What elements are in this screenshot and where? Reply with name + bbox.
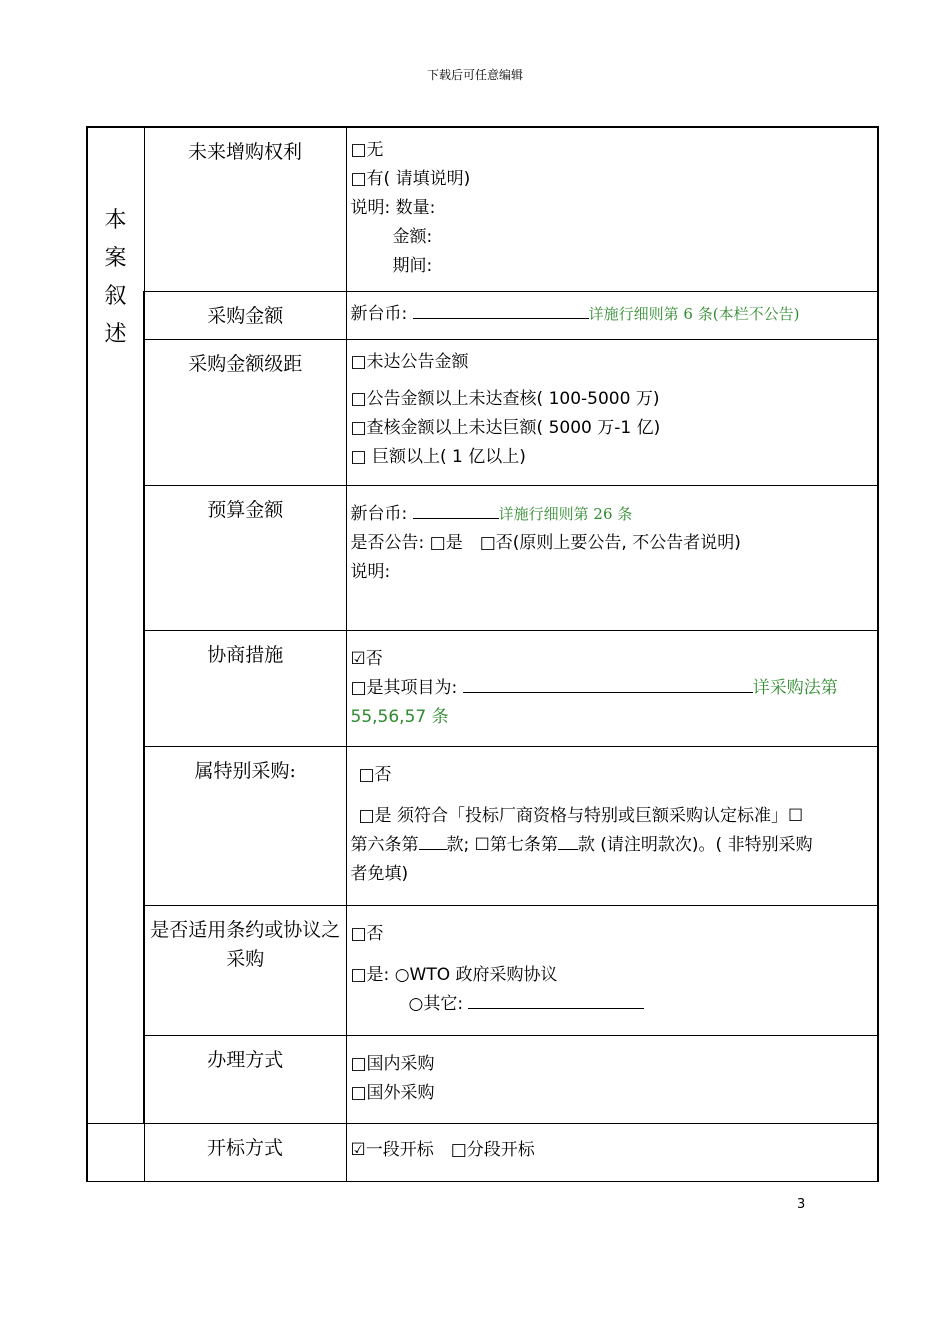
row-treaty (87, 905, 878, 1035)
negotiation-note-articles: 55,56,57 条 (350, 706, 449, 727)
checkbox-none[interactable]: □无 (350, 140, 384, 160)
row-amount-level (87, 339, 878, 485)
negotiation-items-blank[interactable] (463, 676, 753, 693)
content-special-purchase: □否 □是 须符合「投标厂商资格与特别或巨额采购认定标准」☐ 第六条第 款; ☐第七条第 款 (请注明款次)。( 非特别采购 者免填) (346, 746, 878, 905)
label-future-purchase: 未来增购权利 (144, 127, 346, 291)
article6-blank[interactable] (419, 833, 447, 850)
checkbox-special-no[interactable]: □否 (358, 764, 392, 785)
page-header: 下载后可任意编辑 (426, 68, 523, 82)
row-special-purchase (87, 746, 878, 905)
row-purchase-amount (87, 291, 878, 339)
opening-choice[interactable]: ☑一段开标 □分段开标 (350, 1139, 535, 1160)
row-handling (87, 1035, 878, 1123)
label-handling: 办理方式 (144, 1035, 346, 1123)
amount-label: 金额: (392, 227, 433, 247)
announce-choice[interactable]: 是否公告: □是 □否(原则上要公告, 不公告者说明) (350, 532, 741, 553)
side-cell-empty (87, 1123, 144, 1181)
negotiation-note: 详采购法第 (752, 677, 838, 698)
label-negotiation: 协商措施 (144, 630, 346, 746)
treaty-other-blank[interactable] (468, 992, 644, 1009)
label-opening: 开标方式 (144, 1123, 346, 1181)
amount-blank[interactable] (413, 302, 589, 319)
content-amount-level (346, 339, 878, 485)
checkbox-yes[interactable]: □有( 请填说明) (350, 169, 471, 189)
checkbox-negotiation-yes[interactable]: □是其项目为: (350, 677, 458, 698)
checkbox-treaty-no[interactable]: □否 (350, 923, 384, 944)
label-treaty: 是否适用条约或协议之采购 (144, 905, 346, 1035)
page-number: 3 (797, 1197, 806, 1212)
row-future-purchase (87, 127, 878, 291)
checkbox-special-yes[interactable]: □是 须符合「投标厂商资格与特别或巨额采购认定标准」☐ (358, 805, 804, 826)
side-cell (87, 127, 144, 1123)
checkbox-treaty-yes-wto[interactable]: □是: ○WTO 政府采购协议 (350, 964, 558, 985)
checkbox-audit-to-huge[interactable]: □查核金额以上未达巨额( 5000 万-1 亿) (350, 417, 661, 438)
article7-blank[interactable] (558, 833, 578, 850)
checkbox-negotiation-no[interactable]: ☑否 (350, 648, 383, 669)
checkbox-below-notice[interactable]: □未达公告金额 (350, 351, 469, 372)
checkbox-huge[interactable]: □ 巨额以上( 1 亿以上) (350, 446, 526, 467)
budget-explain-label: 说明: (350, 561, 391, 582)
content-future-purchase (346, 127, 878, 291)
budget-blank[interactable] (413, 502, 499, 519)
radio-treaty-other[interactable]: ○其它: (408, 993, 464, 1014)
side-label: 本 案 叙 述 (104, 208, 127, 347)
procurement-form-table (86, 126, 879, 1182)
content-treaty (346, 905, 878, 1035)
content-negotiation (346, 630, 878, 746)
content-budget-amount: 新台币: 详施行细则第 26 条 是否公告: □是 □否(原则上要公告, 不公告者说明) 说明: (346, 485, 878, 630)
label-amount-level: 采购金额级距 (144, 339, 346, 485)
checkbox-foreign[interactable]: □国外采购 (350, 1082, 435, 1103)
label-purchase-amount: 采购金额 (144, 291, 346, 339)
checkbox-domestic[interactable]: □国内采购 (350, 1053, 435, 1074)
row-opening (87, 1123, 878, 1181)
period-label: 期间: (392, 256, 433, 276)
content-purchase-amount: 新台币: 详施行细则第 6 条(本栏不公告) (346, 291, 878, 339)
label-special-purchase: 属特别采购: (144, 746, 346, 905)
amount-note: 详施行细则第 6 条(本栏不公告) (588, 304, 800, 323)
content-handling (346, 1035, 878, 1123)
checkbox-notice-to-audit[interactable]: □公告金额以上未达查核( 100-5000 万) (350, 388, 660, 409)
row-budget-amount (87, 485, 878, 630)
quantity-label: 说明: 数量: (350, 198, 436, 218)
budget-note: 详施行细则第 26 条 (498, 504, 633, 523)
content-opening (346, 1123, 878, 1181)
label-budget-amount: 预算金额 (144, 485, 346, 630)
row-negotiation (87, 630, 878, 746)
